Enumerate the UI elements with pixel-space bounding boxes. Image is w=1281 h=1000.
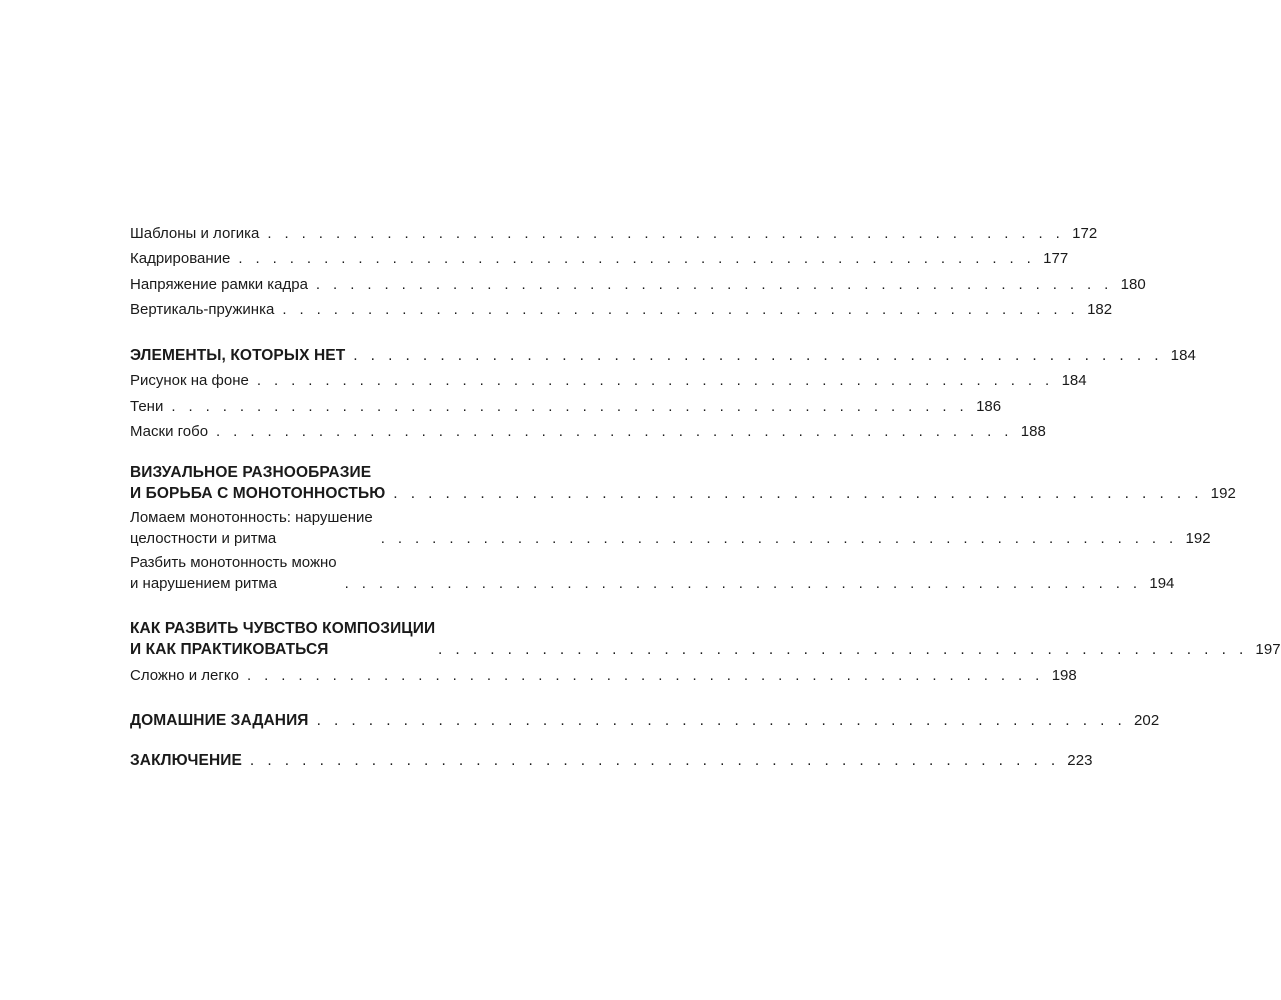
toc-entry-title: Сложно и легко [130,666,239,684]
toc-leader-dots: . . . . . . . . . . . . . . . . . . . . . . . . . . . . . . . . . . . . . . . . . . . . . . . [344,575,1142,592]
toc-page-number: 188 [1020,423,1046,440]
toc-entry-vertical-spring[interactable] [130,295,1113,321]
toc-entry-frame-tension[interactable] [130,269,1146,295]
toc-leader-dots: . . . . . . . . . . . . . . . . . . . . . . . . . . . . . . . . . . . . . . . . . . . . . . . [238,250,1036,267]
toc-leader-dots: . . . . . . . . . . . . . . . . . . . . . . . . . . . . . . . . . . . . . . . . . . . . . . . [256,372,1054,389]
toc-leader-dots: . . . . . . . . . . . . . . . . . . . . . . . . . . . . . . . . . . . . . . . . . . . . . . . [316,712,1127,729]
toc-entry-background-pattern[interactable] [130,366,1087,392]
toc-entry-shadows[interactable] [130,391,1002,417]
toc-leader-dots: . . . . . . . . . . . . . . . . . . . . . . . . . . . . . . . . . . . . . . . . . . . . . . . [393,485,1203,502]
toc-page-number: 184 [1061,372,1087,389]
toc-entry-title: Рисунок на фоне [130,372,249,389]
toc-page-number: 197 [1255,641,1281,658]
toc-leader-dots: . . . . . . . . . . . . . . . . . . . . . . . . . . . . . . . . . . . . . . . . . . . . . . . [267,224,1065,242]
toc-leader-dots: . . . . . . . . . . . . . . . . . . . . . . . . . . . . . . . . . . . . . . . . . . . . . . . [246,666,1044,684]
toc-section-conclusion[interactable] [130,745,1093,771]
toc-section-title: ДОМАШНИЕ ЗАДАНИЯ [130,712,309,729]
toc-section-composition-sense[interactable] [130,618,1281,660]
toc-page-number: 223 [1067,751,1093,769]
toc-page-number: 180 [1120,275,1146,293]
toc-entry-rhythm-break[interactable] [130,552,1175,594]
toc-page-number: 194 [1149,575,1175,592]
toc-page-number: 186 [976,397,1002,415]
toc-page-number: 177 [1043,250,1069,267]
toc-entry-title: Разбить монотонность можно и нарушением ритма [130,554,337,592]
toc-page-number: 184 [1170,346,1196,364]
toc-entry-break-monotony[interactable] [130,507,1211,549]
toc-entry-hard-and-easy[interactable] [130,660,1077,686]
table-of-contents [130,218,1281,771]
toc-entry-title: Напряжение рамки кадра [130,275,308,293]
toc-section-visual-diversity[interactable] [130,462,1236,504]
toc-leader-dots: . . . . . . . . . . . . . . . . . . . . . . . . . . . . . . . . . . . . . . . . . . . . . . . [353,346,1163,364]
toc-leader-dots: . . . . . . . . . . . . . . . . . . . . . . . . . . . . . . . . . . . . . . . . . . . . . . . [438,641,1248,658]
toc-entry-title: Кадрирование [130,250,231,267]
toc-section-title: ЗАКЛЮЧЕНИЕ [130,751,242,769]
toc-page-number: 182 [1087,301,1113,318]
toc-page-number: 172 [1072,224,1098,242]
toc-entry-title: Шаблоны и логика [130,224,260,242]
toc-entry-title: Маски гобо [130,423,209,440]
toc-leader-dots: . . . . . . . . . . . . . . . . . . . . . . . . . . . . . . . . . . . . . . . . . . . . . . . [282,301,1080,318]
toc-page-number: 192 [1210,485,1236,502]
toc-entry-title: Вертикаль-пружинка [130,301,275,318]
toc-page-number: 198 [1051,666,1077,684]
toc-leader-dots: . . . . . . . . . . . . . . . . . . . . . . . . . . . . . . . . . . . . . . . . . . . . . . . [380,530,1178,547]
toc-section-missing-elements[interactable] [130,340,1196,366]
toc-section-title: ЭЛЕМЕНТЫ, КОТОРЫХ НЕТ [130,346,346,364]
toc-page-number: 202 [1133,712,1160,729]
toc-section-title: КАК РАЗВИТЬ ЧУВСТВО КОМПОЗИЦИИ И КАК ПРАКТИКОВАТЬСЯ [130,620,436,658]
toc-entry-title: Ломаем монотонность: нарушение целостности и ритма [130,509,373,547]
toc-entry-title: Тени [130,397,164,415]
toc-leader-dots: . . . . . . . . . . . . . . . . . . . . . . . . . . . . . . . . . . . . . . . . . . . . . . . [249,751,1060,769]
toc-entry-cropping[interactable] [130,244,1069,270]
toc-leader-dots: . . . . . . . . . . . . . . . . . . . . . . . . . . . . . . . . . . . . . . . . . . . . . . . [216,423,1013,440]
toc-page-number: 192 [1185,530,1211,547]
toc-section-title: ВИЗУАЛЬНОЕ РАЗНООБРАЗИЕ И БОРЬБА С МОНОТОННОСТЬЮ [130,464,386,502]
toc-leader-dots: . . . . . . . . . . . . . . . . . . . . . . . . . . . . . . . . . . . . . . . . . . . . . . . [315,275,1113,293]
toc-section-homework[interactable] [130,706,1160,732]
toc-entry-gobo-masks[interactable] [130,417,1046,443]
toc-entry-templates-logic[interactable] [130,218,1098,244]
toc-leader-dots: . . . . . . . . . . . . . . . . . . . . . . . . . . . . . . . . . . . . . . . . . . . . . . . [171,397,969,415]
